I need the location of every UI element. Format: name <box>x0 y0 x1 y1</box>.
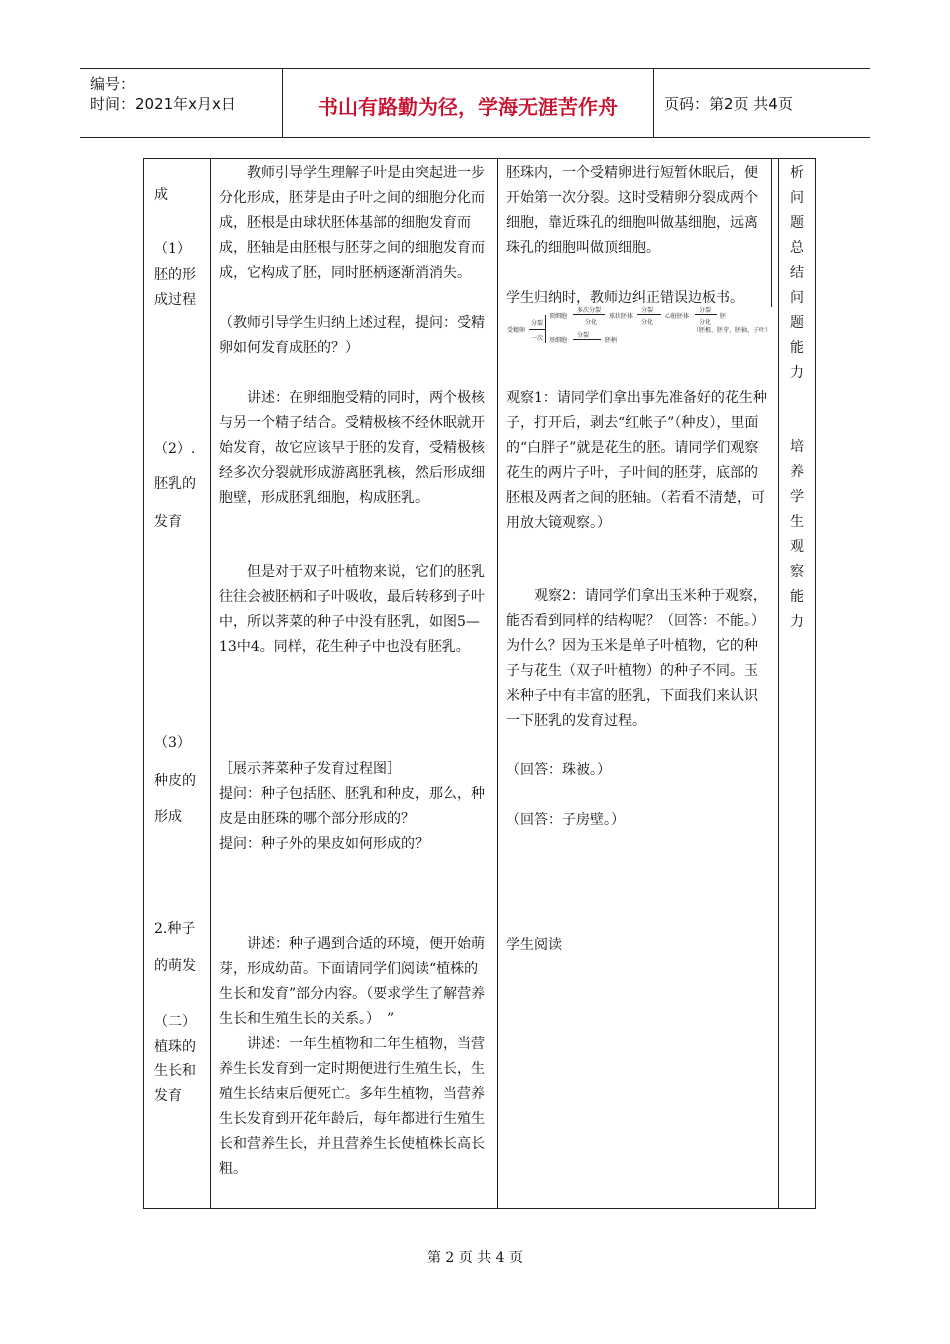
flow-label: 球状胚体 <box>609 313 634 320</box>
page-number-label: 页码：第2页 共4页 <box>664 95 793 113</box>
section-text: 形成 <box>154 809 182 825</box>
purpose-char: 析 <box>790 165 804 181</box>
teacher-paragraph: 教师引导学生理解子叶是由突起进一步分化形成，胚芽是由子叶之间的细胞分化而成，胚根是由球状胚体基部的细胞发育而成，胚轴是由胚根与胚芽之间的细胞发育而成，它构成了胚，同时胚柄逐渐消消失。 <box>219 165 485 281</box>
teacher-paragraph: 提问：种子外的果皮如何形成的？ <box>219 836 429 852</box>
flow-label: 分裂 <box>641 307 654 314</box>
date-label: 时间：2021年x月x日 <box>90 95 236 113</box>
purpose-char: 察 <box>790 564 804 580</box>
flow-arrow <box>695 314 717 315</box>
purpose-char: 能 <box>790 340 804 356</box>
section-text: 胚的形 <box>154 267 196 283</box>
section-text: （3） <box>154 735 191 751</box>
section-text: （二） <box>154 1014 196 1030</box>
purpose-char: 力 <box>790 365 804 381</box>
section-text: 生长和 <box>154 1063 196 1079</box>
teacher-paragraph: ［展示荠菜种子发育过程图］ <box>219 761 401 777</box>
flow-label: 一次 <box>531 335 544 342</box>
flow-label: 心脏胚体 <box>665 313 690 320</box>
purpose-char: 能 <box>790 589 804 605</box>
teacher-paragraph: 讲述：在卵细胞受精的同时，两个极核与另一个精子结合。受精极核不经休眠就开始发育，故它应该早于胚的发育，受精极核经多次分裂就形成游离胚乳核，然后形成细胞壁，形成胚乳细胞，构成胚乳。 <box>219 390 485 506</box>
section-text: （1） <box>154 241 191 257</box>
flow-arrow <box>637 314 661 315</box>
teacher-paragraph: （教师引导学生归纳上述过程，提问：受精卵如何发育成胚的？） <box>219 315 485 356</box>
flow-label: 顶细胞 <box>549 313 568 320</box>
flow-label: 分裂 <box>699 307 712 314</box>
flow-label: 分裂 <box>577 332 590 339</box>
purpose-char: 养 <box>790 464 804 480</box>
purpose-char: 培 <box>790 439 804 455</box>
student-paragraph: 学生阅读 <box>506 937 562 953</box>
flow-arrow <box>573 339 601 340</box>
flow-label: 胚 <box>720 313 727 320</box>
section-text: 发育 <box>154 514 182 530</box>
flow-arrow <box>573 314 605 315</box>
header-motto: 书山有路勤为径，学海无涯苦作舟 <box>318 95 618 119</box>
flow-label: （胚根、胚芽、胚轴、子叶） <box>693 327 772 334</box>
section-text: 胚乳的 <box>154 476 196 492</box>
flow-label: 受精卵 <box>507 327 526 334</box>
purpose-char: 观 <box>790 539 804 555</box>
section-text: 2.种子 <box>154 921 196 937</box>
header-page-cell <box>654 69 870 137</box>
header-motto-cell <box>283 69 654 137</box>
student-paragraph: （回答：子房壁。） <box>506 812 625 828</box>
flow-label: 胚柄 <box>605 337 618 344</box>
flow-arrow <box>529 329 545 330</box>
section-text: 成过程 <box>154 292 196 308</box>
student-paragraph: 观察2：请同学们拿出玉米种于观察，能否看到同样的结构呢？（回答：不能。）为什么？因为玉米是单子叶植物，它的种子与花生（双子叶植物）的种子不同。玉米种子中有丰富的胚乳，下面我们来认识一下胚乳的发育过程。 <box>506 588 767 729</box>
embryo-development-flowchart <box>507 305 772 350</box>
section-text: 的萌发 <box>154 958 196 974</box>
section-text: 发育 <box>154 1088 182 1104</box>
flow-label: 分化 <box>699 319 712 326</box>
section-text: 植珠的 <box>154 1039 196 1055</box>
purpose-char: 生 <box>790 514 804 530</box>
teacher-paragraph: 提问：种子包括胚、胚乳和种皮，那么，种皮是由胚珠的哪个部分形成的？ <box>219 786 485 827</box>
section-text: （2）. <box>154 441 196 457</box>
page-footer: 第 2 页 共 4 页 <box>426 1250 524 1266</box>
purpose-char: 问 <box>790 290 804 306</box>
teacher-paragraph: 讲述：种子遇到合适的环境，便开始萌芽，形成幼苗。下面请同学们阅读“植株的生长和发育”部分内容。（要求学生了解营养生长和生殖生长的关系。） ” <box>219 936 486 1027</box>
page-header <box>80 68 870 138</box>
purpose-char: 问 <box>790 190 804 206</box>
flow-label: 基细胞 <box>549 337 568 344</box>
student-paragraph: （回答：珠被。） <box>506 762 611 778</box>
student-paragraph: 观察1：请同学们拿出事先准备好的花生种子，打开后，剥去“红帐子”（种皮），里面的“白胖子”就是花生的胚。请同学们观察花生的两片子叶，子叶间的胚芽，底部的胚根及两者之间的胚轴。（若看不清楚，可用放大镜观察。） <box>506 390 767 531</box>
purpose-char: 总 <box>790 240 804 256</box>
code-label: 编号： <box>90 75 136 93</box>
purpose-char: 学 <box>790 489 804 505</box>
flow-label: 分化 <box>641 319 654 326</box>
purpose-char: 题 <box>790 315 804 331</box>
flow-label: 分裂 <box>531 320 544 327</box>
student-paragraph: 学生归纳时，教师边纠正错误边板书。 <box>506 290 744 306</box>
flow-label: 多次分裂 <box>577 307 602 314</box>
column-divider <box>210 159 211 1208</box>
column-divider <box>771 159 772 307</box>
student-paragraph: 胚珠内，一个受精卵进行短暂休眠后，便开始第一次分裂。这时受精卵分裂成两个细胞，靠近珠孔的细胞叫做基细胞，远离珠孔的细胞叫做顶细胞。 <box>506 165 758 256</box>
purpose-char: 力 <box>790 614 804 630</box>
flow-label: 分化 <box>585 319 598 326</box>
section-text: 种皮的 <box>154 773 196 789</box>
teacher-paragraph: 但是对于双子叶植物来说，它们的胚乳往往会被胚柄和子叶吸收，最后转移到子叶中，所以荠菜的种子中没有胚乳，如图5—13中4。同样，花生种子中也没有胚乳。 <box>219 564 485 655</box>
teacher-paragraph: 讲述：一年生植物和二年生植物，当营养生长发育到一定时期便进行生殖生长，生殖生长结束后便死亡。多年生植物，当营养生长发育到开花年龄后，每年都进行生殖生长和营养生长，并且营养生长使植株长高长粗。 <box>219 1036 485 1177</box>
purpose-char: 结 <box>790 265 804 281</box>
column-divider <box>497 159 498 1208</box>
purpose-char: 题 <box>790 215 804 231</box>
header-meta <box>80 69 283 137</box>
section-text: 成 <box>154 187 168 203</box>
flow-bracket <box>545 315 546 343</box>
